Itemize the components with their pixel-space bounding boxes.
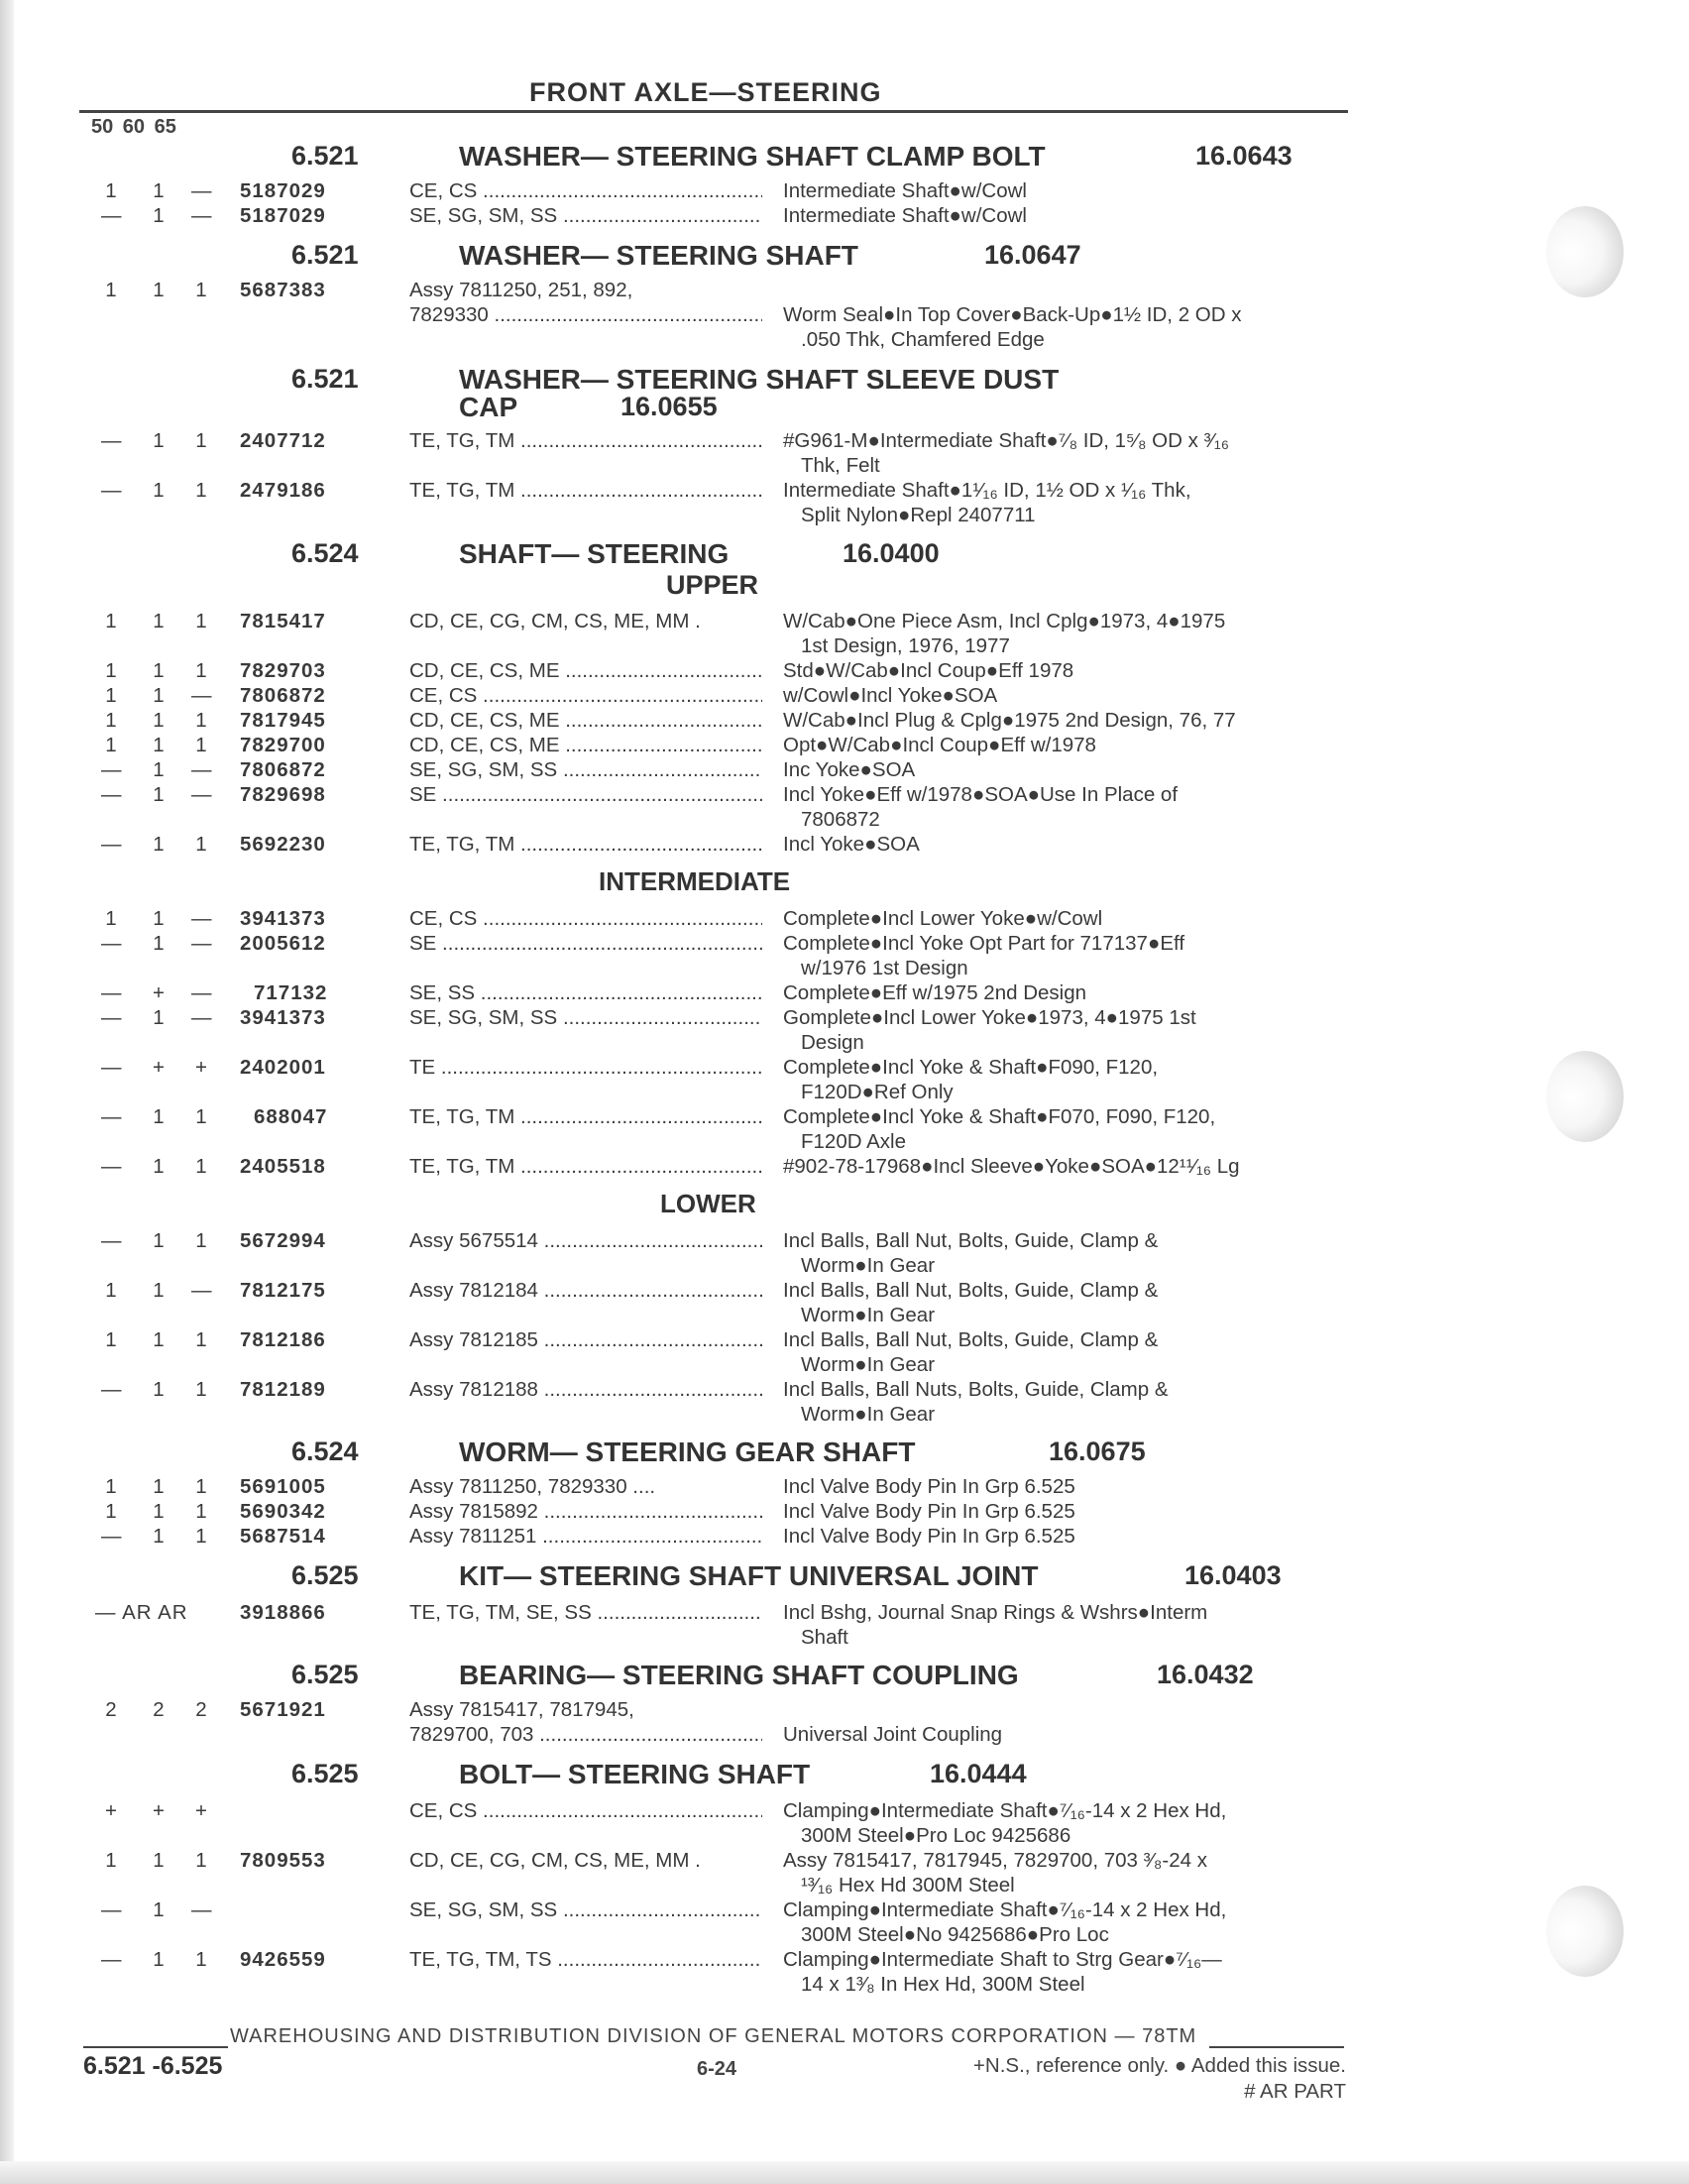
model-list: CE, CS .....: [409, 683, 762, 708]
qty-60: 1: [153, 610, 165, 632]
part-description: [783, 1327, 1353, 1377]
qty-65: 1: [195, 1155, 207, 1178]
qty-65: —: [191, 1898, 212, 1921]
qty-50: 1: [105, 1475, 117, 1498]
description-line: Incl Balls, Ball Nut, Bolts, Guide, Clamp &: [783, 1279, 1159, 1302]
part-number: 717132: [254, 981, 328, 1004]
part-description: Incl Valve Body Pin In Grp 6.525: [783, 1475, 1075, 1498]
part-number: 5187029: [240, 204, 326, 227]
group-number: 6.525: [291, 1560, 359, 1590]
model-list: CE, CS .....: [409, 1798, 762, 1823]
qty-60: 1: [153, 709, 165, 732]
part-description: Incl Yoke●SOA: [783, 833, 920, 856]
footer-legend-ns: +N.S., reference only. ● Added this issue.: [972, 2054, 1346, 2077]
qty-50: —: [101, 1898, 122, 1921]
qty-65: 1: [195, 659, 207, 682]
description-continued: Worm●In Gear: [801, 1403, 936, 1426]
part-description: Inc Yoke●SOA: [783, 758, 916, 781]
description-continued: Universal Joint Coupling: [783, 1723, 1003, 1746]
group-number: 6.524: [291, 538, 359, 568]
group-title: SHAFT— STEERING: [459, 538, 730, 569]
group-number: 6.525: [291, 1759, 359, 1788]
qty-65: 1: [195, 610, 207, 632]
group-code: 16.0675: [1049, 1437, 1146, 1466]
model-list: SE, SG, SM, SS .....: [409, 1005, 762, 1030]
part-description: [783, 1798, 1353, 1848]
qty-65: 1: [195, 1849, 207, 1872]
qty-50: 1: [105, 279, 117, 301]
qty-50: 1: [105, 610, 117, 632]
qty-50: —: [101, 758, 122, 781]
qty-50: 1: [105, 1328, 117, 1351]
group-number: 6.524: [291, 1437, 359, 1466]
model-list: CE, CS .....: [409, 906, 762, 931]
qty-60: 1: [153, 1006, 165, 1029]
qty-65: —: [191, 783, 212, 806]
description-continued: ¹³⁄₁₆ Hex Hd 300M Steel: [801, 1874, 1015, 1897]
qty-60: 1: [153, 204, 165, 227]
footer-group-range: 6.521 -6.525: [83, 2052, 223, 2080]
description-continued: Worm●In Gear: [801, 1304, 936, 1326]
qty-65: 1: [195, 1525, 207, 1548]
part-number: 5690342: [240, 1500, 326, 1523]
qty-60: 1: [153, 1475, 165, 1498]
qty-50: 1: [105, 684, 117, 707]
model-list: SE, SG, SM, SS .....: [409, 203, 762, 228]
model-list: Assy 5675514 .....: [409, 1228, 762, 1253]
qty-65: —: [191, 1006, 212, 1029]
model-list: CD, CE, CS, ME .....: [409, 708, 762, 733]
part-number: 7812189: [240, 1378, 326, 1401]
model-list: Assy 7811250, 251, 892,: [409, 279, 633, 301]
qty-50: —: [101, 1006, 122, 1029]
qty-60: +: [153, 1056, 165, 1079]
group-title: BOLT— STEERING SHAFT: [459, 1759, 811, 1789]
description-line: Complete●Incl Yoke Opt Part for 717137●Eff: [783, 932, 1185, 955]
part-description: w/Cowl●Incl Yoke●SOA: [783, 684, 998, 707]
page-edge-shadow: [0, 0, 14, 2184]
description-line: Clamping●Intermediate Shaft●⁷⁄₁₆-14 x 2 Hex Hd,: [783, 1799, 1227, 1822]
description-continued: F120D Axle: [801, 1130, 906, 1153]
qty-65: 1: [195, 1328, 207, 1351]
description-continued: 300M Steel●Pro Loc 9425686: [801, 1824, 1071, 1847]
model-list: CD, CE, CS, ME .....: [409, 733, 762, 757]
qty-50: —: [101, 1948, 122, 1971]
part-number: 7817945: [240, 709, 326, 732]
part-number: 5671921: [240, 1698, 326, 1721]
model-list: TE, TG, TM .....: [409, 478, 762, 503]
qty-60: 1: [153, 1328, 165, 1351]
qty-50: —: [101, 1378, 122, 1401]
qty-60: 1: [153, 734, 165, 756]
qty-65: —: [191, 684, 212, 707]
model-list: CD, CE, CG, CM, CS, ME, MM .: [409, 610, 701, 632]
model-list: Assy 7812184 .....: [409, 1278, 762, 1303]
model-list: Assy 7815417, 7817945,: [409, 1698, 634, 1721]
description-continued: Split Nylon●Repl 2407711: [801, 504, 1036, 526]
qty-60: 1: [153, 179, 165, 202]
part-number: 7809553: [240, 1849, 326, 1872]
qty-60: 1: [153, 1378, 165, 1401]
part-number: 5691005: [240, 1475, 326, 1498]
qty-50: —: [101, 1229, 122, 1252]
qty-60: 1: [153, 479, 165, 502]
qty-65: 1: [195, 429, 207, 452]
binder-hole-top: [1546, 206, 1624, 297]
description-continued: 300M Steel●No 9425686●Pro Loc: [801, 1923, 1109, 1946]
part-description: #902-78-17968●Incl Sleeve●Yoke●SOA●12¹¹⁄₁₆ Lg: [783, 1155, 1240, 1178]
description-line: Incl Yoke●Eff w/1978●SOA●Use In Place of: [783, 783, 1179, 806]
description-line: Complete●Incl Yoke & Shaft●F070, F090, F120,: [783, 1105, 1216, 1128]
qty-60: 1: [153, 1898, 165, 1921]
qty-50: 1: [105, 907, 117, 930]
qty-50: 1: [105, 734, 117, 756]
part-description: [783, 1055, 1353, 1104]
qty-60: 1: [153, 429, 165, 452]
qty-50: 1: [105, 1849, 117, 1872]
description-line: Complete●Incl Yoke & Shaft●F090, F120,: [783, 1056, 1159, 1079]
part-number: 7829698: [240, 783, 326, 806]
qty-65: 1: [195, 1229, 207, 1252]
part-description: [783, 1722, 1353, 1747]
qty-60: 1: [153, 1948, 165, 1971]
qty-60: 1: [153, 1229, 165, 1252]
qty-50: 2: [105, 1698, 117, 1721]
qty-50: —: [101, 932, 122, 955]
qty-60: 1: [153, 833, 165, 856]
description-continued: F120D●Ref Only: [801, 1081, 954, 1103]
qty-50: —: [101, 1155, 122, 1178]
part-number: 7812175: [240, 1279, 326, 1302]
qty-65: 1: [195, 279, 207, 301]
model-list: SE .....: [409, 782, 762, 807]
page-title: FRONT AXLE—STEERING: [529, 77, 882, 107]
description-continued: w/1976 1st Design: [801, 957, 968, 979]
description-line: Incl Balls, Ball Nut, Bolts, Guide, Clamp &: [783, 1328, 1159, 1351]
part-number: 7829700: [240, 734, 326, 756]
model-list: Assy 7812185 .....: [409, 1327, 762, 1352]
description-continued: Worm●In Gear: [801, 1254, 936, 1277]
qty-60: 1: [153, 1849, 165, 1872]
model-list: SE, SG, SM, SS .....: [409, 757, 762, 782]
model-list: Assy 7812188 .....: [409, 1377, 762, 1402]
part-description: Incl Valve Body Pin In Grp 6.525: [783, 1500, 1075, 1523]
description-continued: .050 Thk, Chamfered Edge: [801, 328, 1045, 351]
part-number: 3941373: [240, 1006, 326, 1029]
qty-65: —: [191, 932, 212, 955]
qty-65: 2: [195, 1698, 207, 1721]
part-description: [783, 1104, 1353, 1154]
model-list: SE, SS .....: [409, 980, 762, 1005]
subheading-upper: UPPER: [666, 570, 759, 600]
model-list: Assy 7811250, 7829330 ....: [409, 1475, 656, 1498]
qty-60: 1: [153, 783, 165, 806]
part-number: 2479186: [240, 479, 326, 502]
group-number: 6.525: [291, 1660, 359, 1689]
part-number: 7829703: [240, 659, 326, 682]
qty-60: 1: [153, 659, 165, 682]
part-number: 2402001: [240, 1056, 326, 1079]
part-number: 2405518: [240, 1155, 326, 1178]
qty-60: 1: [153, 1105, 165, 1128]
description-line: Incl Balls, Ball Nut, Bolts, Guide, Clamp &: [783, 1229, 1159, 1252]
qty-65: +: [195, 1056, 207, 1079]
qty-60: 1: [153, 1525, 165, 1548]
qty-65: —: [191, 179, 212, 202]
qty-60: 1: [153, 1279, 165, 1302]
model-list: TE, TG, TM .....: [409, 1104, 762, 1129]
group-title-continued: CAP: [459, 392, 518, 422]
description-continued: Shaft: [801, 1626, 848, 1649]
model-list: TE, TG, TM .....: [409, 1154, 762, 1179]
part-number: 3918866: [240, 1601, 326, 1624]
qty-50: —: [101, 204, 122, 227]
qty-50: —: [101, 833, 122, 856]
qty-50: 1: [105, 1279, 117, 1302]
qty-65: +: [195, 1799, 207, 1822]
model-list: TE .....: [409, 1055, 762, 1080]
page-number: 6-24: [697, 2058, 737, 2080]
description-continued: Design: [801, 1031, 864, 1054]
group-title: WASHER— STEERING SHAFT: [459, 240, 858, 271]
description-continued: 14 x 1³⁄₈ In Hex Hd, 300M Steel: [801, 1973, 1085, 1996]
part-description: [783, 609, 1353, 658]
model-list: SE, SG, SM, SS .....: [409, 1897, 762, 1922]
qty-50: —: [101, 981, 122, 1004]
qty-50: —: [101, 479, 122, 502]
qty-60: 2: [153, 1698, 165, 1721]
part-number: 7815417: [240, 610, 326, 632]
qty-50: 1: [105, 659, 117, 682]
group-code: 16.0444: [930, 1759, 1027, 1788]
qty-60: +: [153, 1799, 165, 1822]
qty-65: 1: [195, 1500, 207, 1523]
header-rule: [79, 110, 1348, 113]
part-description: W/Cab●Incl Plug & Cplg●1975 2nd Design, 76, 77: [783, 709, 1236, 732]
description-line: Clamping●Intermediate Shaft to Strg Gear●⁷⁄₁₆—: [783, 1948, 1222, 1971]
part-description: Intermediate Shaft●w/Cowl: [783, 204, 1027, 227]
group-number: 6.521: [291, 240, 359, 270]
qty-60: +: [153, 981, 165, 1004]
part-description: [783, 1005, 1353, 1055]
part-description: [783, 428, 1353, 478]
subheading-intermediate: INTERMEDIATE: [599, 866, 791, 896]
part-description: [783, 1897, 1353, 1947]
part-description: Complete●Incl Lower Yoke●w/Cowl: [783, 907, 1103, 930]
qty-65: —: [191, 1279, 212, 1302]
model-list-continued: 7829700, 703 .....: [409, 1722, 762, 1747]
qty-50: 1: [105, 179, 117, 202]
qty-60: 1: [153, 1155, 165, 1178]
qty-50: —: [101, 1105, 122, 1128]
model-list: TE, TG, TM .....: [409, 428, 762, 453]
part-description: Intermediate Shaft●w/Cowl: [783, 179, 1027, 202]
qty-65: 1: [195, 833, 207, 856]
group-title: WASHER— STEERING SHAFT CLAMP BOLT: [459, 141, 1046, 172]
description-line: Incl Balls, Ball Nuts, Bolts, Guide, Clamp &: [783, 1378, 1169, 1401]
part-description: [783, 782, 1353, 832]
description-continued: Thk, Felt: [801, 454, 880, 477]
qty-65: 1: [195, 709, 207, 732]
group-number: 6.521: [291, 364, 359, 394]
part-number: 7806872: [240, 758, 326, 781]
part-number: 5687383: [240, 279, 326, 301]
model-list: CD, CE, CS, ME .....: [409, 658, 762, 683]
part-number: 5672994: [240, 1229, 326, 1252]
description-continued: 1st Design, 1976, 1977: [801, 634, 1010, 657]
footer-rule-left: [83, 2046, 228, 2048]
part-number: 7812186: [240, 1328, 326, 1351]
qty-65: —: [191, 758, 212, 781]
qty-65: 1: [195, 1378, 207, 1401]
model-list: CD, CE, CG, CM, CS, ME, MM .: [409, 1849, 701, 1872]
qty-60: 1: [153, 907, 165, 930]
model-list: TE, TG, TM, TS .....: [409, 1947, 762, 1972]
qty-60: 1: [153, 279, 165, 301]
part-number: 5692230: [240, 833, 326, 856]
description-line: Worm Seal●In Top Cover●Back-Up●1½ ID, 2 OD x: [783, 303, 1242, 326]
part-description: [783, 931, 1353, 980]
part-number: 2005612: [240, 932, 326, 955]
qty-50: —: [101, 783, 122, 806]
qty-65: —: [191, 907, 212, 930]
group-code: 16.0400: [843, 538, 940, 568]
group-title: KIT— STEERING SHAFT UNIVERSAL JOINT: [459, 1560, 1039, 1591]
part-number: 688047: [254, 1105, 328, 1128]
binder-hole-middle: [1546, 1051, 1624, 1142]
part-description: [783, 1848, 1353, 1897]
part-description: Incl Valve Body Pin In Grp 6.525: [783, 1525, 1075, 1548]
part-description: [783, 302, 1353, 352]
part-description: [783, 1947, 1353, 1997]
group-title: WORM— STEERING GEAR SHAFT: [459, 1437, 916, 1467]
model-list: Assy 7815892 .....: [409, 1499, 762, 1524]
qty-50: —: [101, 429, 122, 452]
part-description: [783, 1377, 1353, 1427]
description-continued: 7806872: [801, 808, 880, 831]
part-description: Opt●W/Cab●Incl Coup●Eff w/1978: [783, 734, 1096, 756]
qty-60: 1: [153, 932, 165, 955]
part-number: 3941373: [240, 907, 326, 930]
qty-65: 1: [195, 479, 207, 502]
group-code: 16.0655: [620, 392, 718, 421]
description-line: #G961-M●Intermediate Shaft●⁷⁄₈ ID, 1⁵⁄₈ OD x ³⁄₁₆: [783, 429, 1229, 452]
group-code: 16.0643: [1195, 141, 1293, 171]
model-list-continued: 7829330 .....: [409, 302, 762, 327]
footer-legend-ar: # AR PART: [1244, 2080, 1346, 2103]
qty-as-required: — AR AR: [95, 1601, 188, 1624]
description-line: Clamping●Intermediate Shaft●⁷⁄₁₆-14 x 2 Hex Hd,: [783, 1898, 1227, 1921]
part-description: [783, 1600, 1353, 1650]
part-number: 9426559: [240, 1948, 326, 1971]
qty-65: 1: [195, 734, 207, 756]
qty-60: 1: [153, 758, 165, 781]
qty-50: 1: [105, 709, 117, 732]
qty-60: 1: [153, 1500, 165, 1523]
part-number: 7806872: [240, 684, 326, 707]
model-list: Assy 7811251 .....: [409, 1524, 762, 1549]
qty-65: 1: [195, 1105, 207, 1128]
part-number: 2407712: [240, 429, 326, 452]
part-number: 5187029: [240, 179, 326, 202]
binder-hole-bottom: [1546, 1886, 1624, 1977]
model-list: TE, TG, TM .....: [409, 832, 762, 857]
model-list: SE .....: [409, 931, 762, 956]
group-title: WASHER— STEERING SHAFT SLEEVE DUST: [459, 364, 1060, 395]
qty-65: 1: [195, 1475, 207, 1498]
model-year-column-header: 50 60 65: [91, 116, 176, 138]
group-number: 6.521: [291, 141, 359, 171]
qty-65: —: [191, 981, 212, 1004]
description-continued: Worm●In Gear: [801, 1353, 936, 1376]
page-bottom-edge: [0, 2161, 1689, 2184]
part-description: [783, 478, 1353, 527]
part-description: [783, 1228, 1353, 1278]
qty-65: —: [191, 204, 212, 227]
subheading-lower: LOWER: [660, 1189, 756, 1218]
group-code: 16.0432: [1157, 1660, 1254, 1689]
footer-rule-right: [1209, 2046, 1344, 2048]
description-line: Assy 7815417, 7817945, 7829700, 703 ³⁄₈-24 x: [783, 1849, 1207, 1872]
part-number: 5687514: [240, 1525, 326, 1548]
part-description: [783, 1278, 1353, 1327]
group-title: BEARING— STEERING SHAFT COUPLING: [459, 1660, 1019, 1690]
qty-50: —: [101, 1525, 122, 1548]
group-code: 16.0403: [1184, 1560, 1282, 1590]
footer-division: WAREHOUSING AND DISTRIBUTION DIVISION OF GENERAL MOTORS CORPORATION — 78TM: [230, 2025, 1197, 2047]
part-description: Std●W/Cab●Incl Coup●Eff 1978: [783, 659, 1074, 682]
qty-50: 1: [105, 1500, 117, 1523]
description-line: Gomplete●Incl Lower Yoke●1973, 4●1975 1st: [783, 1006, 1196, 1029]
description-line: Incl Bshg, Journal Snap Rings & Wshrs●Interm: [783, 1601, 1208, 1624]
description-line: W/Cab●One Piece Asm, Incl Cplg●1973, 4●1975: [783, 610, 1226, 632]
model-list: CE, CS .....: [409, 178, 762, 203]
qty-50: +: [105, 1799, 117, 1822]
description-line: Intermediate Shaft●1¹⁄₁₆ ID, 1½ OD x ¹⁄₁₆ Thk,: [783, 479, 1191, 502]
model-list: TE, TG, TM, SE, SS .....: [409, 1600, 762, 1625]
group-code: 16.0647: [984, 240, 1081, 270]
qty-50: —: [101, 1056, 122, 1079]
part-description: Complete●Eff w/1975 2nd Design: [783, 981, 1087, 1004]
qty-60: 1: [153, 684, 165, 707]
qty-65: 1: [195, 1948, 207, 1971]
